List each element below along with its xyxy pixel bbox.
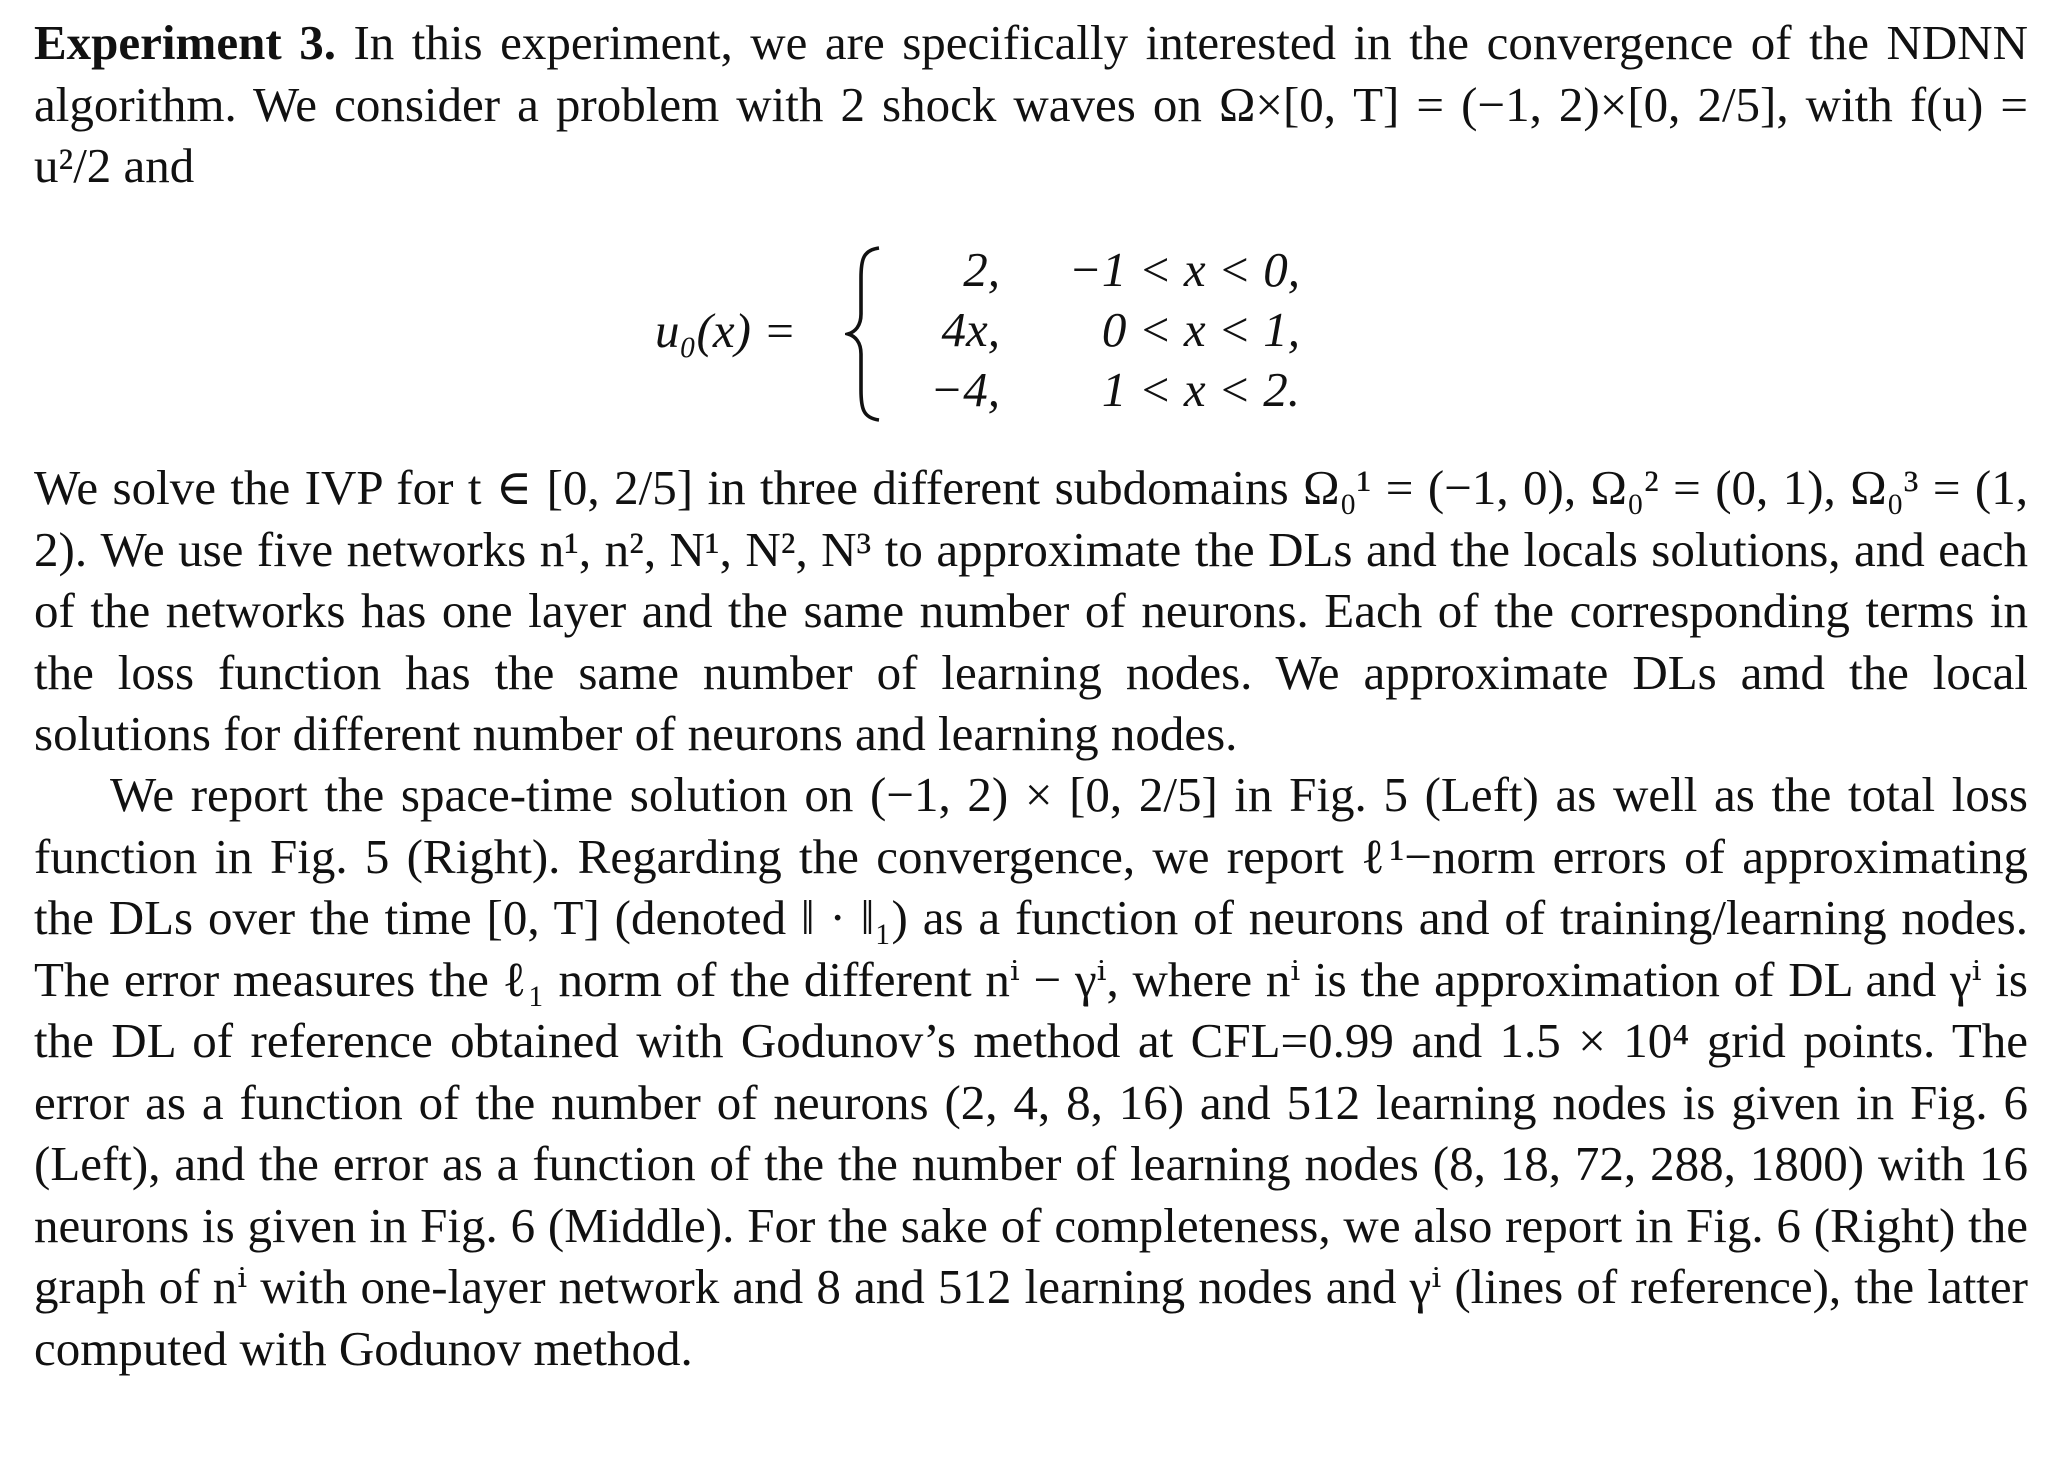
paragraph-experiment-intro — [34, 12, 2028, 197]
case-condition: −1 < x < 0, — [1068, 242, 1300, 297]
case-value: 4x, — [941, 302, 1000, 357]
paragraph-intro-text: In this experiment, we are specifically interested in the convergence of the NDNN algorithm. We consider a problem with 2 shock waves on Ω×[0, T] = (−1, 2)×[0, 2/5], with f(u) = u²/2 and — [34, 15, 2029, 193]
paragraph-subdomains: We solve the IVP for t ∈ [0, 2/5] in three different subdomains Ω₀¹ = (−1, 0), Ω₀² = (0, 1), Ω₀³ = (1, 2). We use five networks n¹, n², N¹, N², N³ to approximate the DLs and the locals solutions, and each of the networks has one layer and the same number of neurons. Each of the corresponding terms in the loss function has the same number of learning nodes. We approximate DLs amd the local solutions for different number of neurons and learning nodes. — [34, 460, 2028, 761]
initial-condition-equation — [0, 240, 2048, 420]
left-brace-icon — [845, 244, 883, 424]
case-condition: 0 < x < 1, — [1101, 302, 1300, 357]
experiment-heading: Experiment 3. — [34, 15, 336, 70]
equation-lhs: u₀(x) = — [655, 303, 797, 358]
case-condition: 1 < x < 2. — [1101, 362, 1300, 417]
case-value: 2, — [963, 242, 1000, 297]
paragraph-convergence-report: We report the space-time solution on (−1, 2) × [0, 2/5] in Fig. 5 (Left) as well as the total loss function in Fig. 5 (Right). Regarding the convergence, we report ℓ¹−norm errors of approximating the DLs over the time [0, T] (denoted ‖ · ‖₁) as a function of neurons and of training/learning nodes. The error measures the ℓ₁ norm of the different nⁱ − γⁱ, where nⁱ is the approximation of DL and γⁱ is the DL of reference obtained with Godunov’s method at CFL=0.99 and 1.5 × 10⁴ grid points. The error as a function of the number of neurons (2, 4, 8, 16) and 512 learning nodes is given in Fig. 6 (Left), and the error as a function of the the number of learning nodes (8, 18, 72, 288, 1800) with 16 neurons is given in Fig. 6 (Middle). For the sake of completeness, we also report in Fig. 6 (Right) the graph of nⁱ with one-layer network and 8 and 512 learning nodes and γⁱ (lines of reference), the latter computed with Godunov method. — [34, 767, 2028, 1376]
case-value: −4, — [930, 362, 1000, 417]
